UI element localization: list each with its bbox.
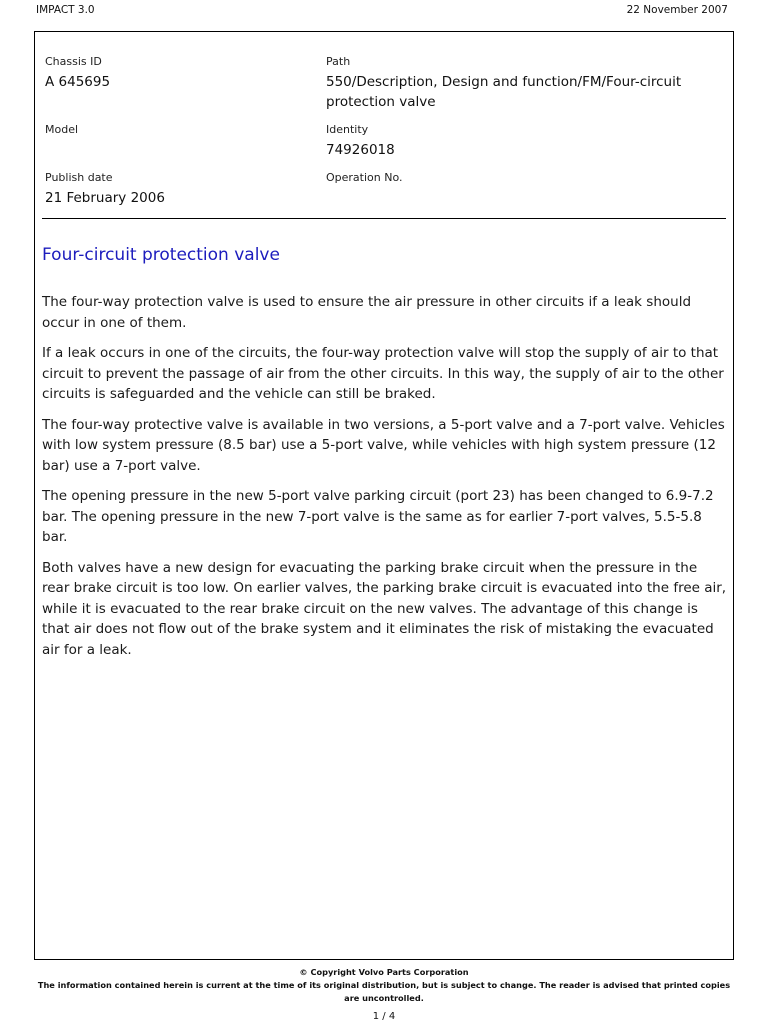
copyright-notice: © Copyright Volvo Parts Corporation — [299, 967, 469, 977]
page-header — [36, 4, 728, 20]
page-number: 1 / 4 — [372, 1011, 396, 1022]
header-divider — [42, 218, 726, 219]
page-footer — [34, 966, 734, 1023]
app-title: IMPACT 3.0 — [36, 4, 95, 16]
body-paragraph: Both valves have a new design for evacuating the parking brake circuit when the pressure in the rear brake circuit is too low. On earlier valves, the parking brake circuit is evacuated into the free air, while it is evacuated to the rear brake circuit on the new valves. The advantage of this change is that air does not flow out of the brake system and it eliminates the risk of mistaking the evacuated air for a leak. — [42, 559, 727, 658]
chassis-id-value: A 645695 — [45, 74, 111, 90]
operation-no-field — [326, 170, 706, 188]
identity-label: Identity — [326, 123, 369, 136]
path-label: Path — [326, 55, 351, 68]
document-body — [42, 292, 728, 670]
body-paragraph: If a leak occurs in one of the circuits, the four-way protection valve will stop the supply of air to that circuit to prevent the passage of air from the other circuits. In this way, the supply of air to the other circuits is safeguarded and the vehicle can still be braked. — [42, 345, 724, 402]
body-paragraph: The opening pressure in the new 5-port valve parking circuit (port 23) has been changed to 6.9-7.2 bar. The opening pressure in the new 7-port valve is the same as for earlier 7-port valves, 5.5-5.8 bar. — [42, 488, 714, 545]
document-frame — [34, 31, 734, 960]
identity-field — [326, 122, 706, 160]
publish-date-label: Publish date — [45, 171, 113, 184]
publish-date-value: 21 February 2006 — [45, 190, 165, 206]
model-label: Model — [45, 123, 79, 136]
identity-value: 74926018 — [326, 142, 395, 158]
metadata-table — [45, 54, 725, 234]
operation-no-label: Operation No. — [326, 171, 403, 184]
chassis-id-label: Chassis ID — [45, 55, 102, 68]
body-paragraph: The four-way protection valve is used to ensure the air pressure in other circuits if a leak should occur in one of them. — [42, 294, 692, 331]
disclaimer-text: The information contained herein is current at the time of its original distribution, but is subject to change. The reader is advised that printed copies are uncontrolled. — [37, 980, 731, 1003]
document-title: Four-circuit protection valve — [42, 245, 280, 265]
path-value: 550/Description, Design and function/FM/Four-circuit protection valve — [326, 74, 682, 110]
print-date: 22 November 2007 — [626, 4, 728, 16]
body-paragraph: The four-way protective valve is available in two versions, a 5-port valve and a 7-port valve. Vehicles with low system pressure (8.5 bar) use a 5-port valve, while vehicles with high system pressure (12 bar) use a 7-port valve. — [42, 416, 725, 474]
path-field — [326, 54, 706, 112]
